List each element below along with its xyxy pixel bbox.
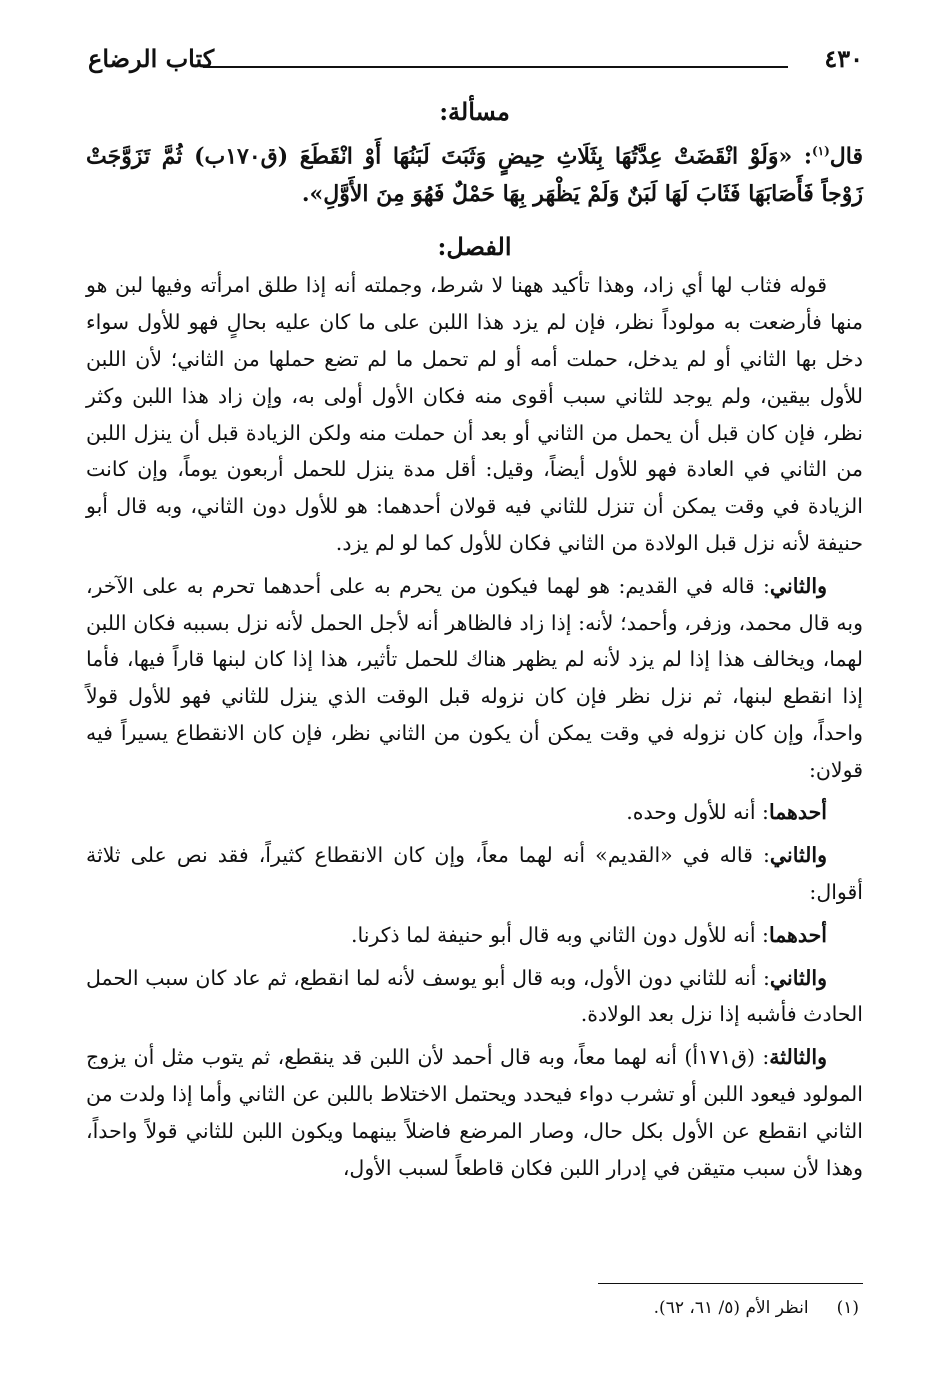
masala-qala: قال <box>829 143 864 170</box>
paragraph-label: والثاني <box>769 843 827 868</box>
fasl-heading: الفصل: <box>437 232 512 262</box>
paragraph-text: : أنه للأول وحده. <box>626 800 769 825</box>
paragraph-label: أحدهما <box>768 922 827 947</box>
paragraph <box>86 1039 863 1186</box>
paragraph-label: والثالثة <box>769 1045 827 1070</box>
paragraph-text: : قاله في القديم: هو لهما فيكون من يحرم به على أحدهما تحرم به على الآخر، وبه قال محمد، وزفر، وأحمد؛ لأنه: إذا زاد فالظاهر أنه لأجل الحمل لأنه نزل بسببه فكان اللبن لهما، ويخالف هذا إذا لم يزد لأنه لم يظهر هناك للحمل تأثير، هذا إذا كان لبنها قاراً فيها، فأما إذا انقطع لبنها، ثم نزل نظر فإن كان نزوله قبل الوقت الذي ينزل للثاني فهو للأول قولاً واحداً، وإن كان نزوله في وقت يمكن أن يكون من الثاني نظر، فإن كان الانقطاع يسيراً فيه قولان: <box>86 573 863 782</box>
paragraph <box>86 794 863 831</box>
paragraph-text: : أنه للثاني دون الأول، وبه قال أبو يوسف لأنه لما انقطع، ثم عاد كان سبب الحمل الحادث فأشبه إذا نزل بعد الولادة. <box>86 965 863 1027</box>
paragraph <box>86 960 863 1034</box>
paragraph-label: أحدهما <box>768 800 827 825</box>
page-header <box>88 44 863 84</box>
footnote-text: انظر الأم (٥/ ٦١، ٦٢). <box>653 1298 809 1318</box>
book-title: كتاب الرضاع <box>88 44 215 73</box>
page-body <box>86 92 863 1186</box>
paragraph-label: والثاني <box>769 573 827 598</box>
paragraph: قوله فثاب لها أي زاد، وهذا تأكيد ههنا لا شرط، وجملته أنه إذا طلق امرأته وفيها لبن هو منها فأرضعت به مولوداً نظر، فإن لم يزد هذا اللبن على ما كان عليه بحالٍ فهو للأول سواء دخل بها الثاني أو لم يدخل، حملت أمه أو لم تحمل ما لم تضع حملها من الثاني؛ لأن اللبن للأول بيقين، ولم يوجد للثاني سبب أقوى منه فكان الأول أولى به، وإن زاد هذا اللبن وكثر نظر، فإن كان قبل أن يحمل من الثاني أو بعد أن حملت منه ولكن الزيادة قبل أن ينزل اللبن من الثاني في العادة فهو للأول أيضاً، وقيل: أقل مدة ينزل للحمل أربعون يوماً، وإن كانت الزيادة في وقت يمكن أن تنزل للثاني فيه قولان أحدهما: هو للأول دون الثاني، وبه قال أبو حنيفة لأنه نزل قبل الولادة من الثاني فكان للأول كما لو لم يزد. <box>86 273 863 555</box>
paragraph-text: : (ق١٧١أ) أنه لهما معاً، وبه قال أحمد لأن اللبن قد ينقطع، ثم يتوب مثل أن يزوج المولود فيعود اللبن أو تشرب دواء فيحدد ويحتمل الاختلاط باللبن عن الثاني وأما إذا ولدت من الثاني انقطع عن الأول بكل حال، وصار المرضع فاضلاً بينهما ويكون اللبن للثاني قولاً واحداً، وهذا لأن سبب متيقن في إدرار اللبن فكان قاطعاً لسبب الأول، <box>86 1045 863 1180</box>
paragraph <box>86 917 863 954</box>
header-rule <box>203 66 788 68</box>
masala-quote: : «وَلَوْ انْقَضَتْ عِدَّتُهَا بِثَلَاثِ حِيضٍ وَثَبَتَ لَبَنُهَا أَوْ انْقَطَعَ (ق١٧٠ب) ثُمَّ تَزَوَّجَتْ زَوْجاً فَأَصَابَهَا فَثَابَ لَهَا لَبَنٌ وَلَمْ يَظْهَر بِهَا حَمْلٌ فَهُوَ مِنَ الأَوَّلِ». <box>86 143 863 208</box>
paragraph-text: : قاله في «القديم» أنه لهما معاً، وإن كان الانقطاع كثيراً، فقد نص على ثلاثة أقوال: <box>86 843 863 905</box>
footnote-ref: (١) <box>811 144 830 158</box>
paragraph-text: : أنه للأول دون الثاني وبه قال أبو حنيفة لما ذكرنا. <box>351 922 769 947</box>
masala-text <box>86 132 863 213</box>
footnote-number: (١) <box>836 1298 859 1318</box>
paragraph <box>86 837 863 911</box>
page-number: ٤٣٠ <box>824 44 863 73</box>
paragraph-label: والثاني <box>769 965 827 990</box>
paragraph <box>86 568 863 789</box>
masala-heading: مسألة: <box>439 97 510 126</box>
footnote-rule <box>598 1283 863 1284</box>
footnote <box>86 1294 859 1322</box>
